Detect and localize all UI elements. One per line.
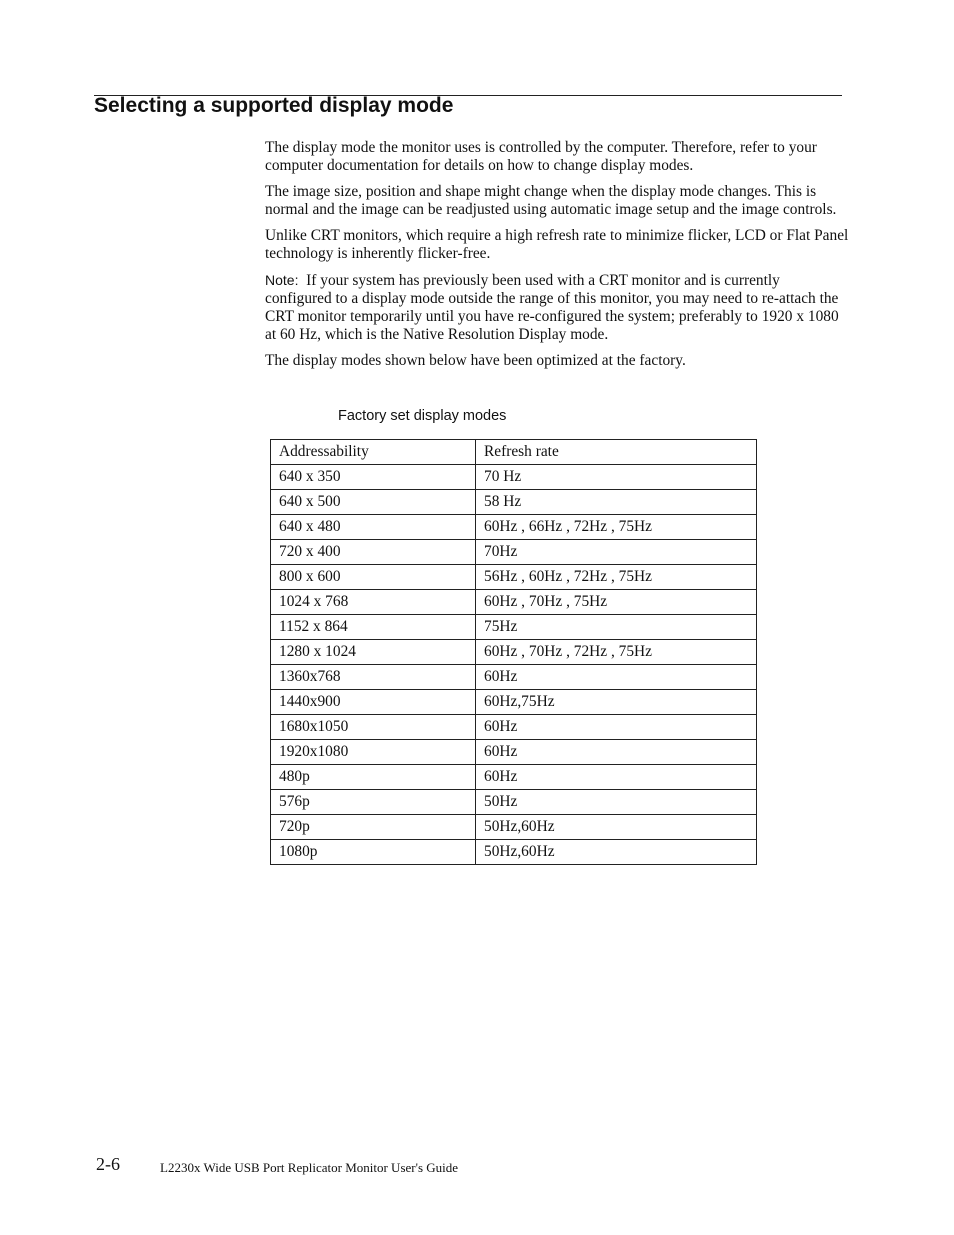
cell-refresh-rate: 50Hz,60Hz bbox=[476, 815, 757, 840]
cell-refresh-rate: 50Hz bbox=[476, 790, 757, 815]
table-row bbox=[271, 515, 757, 540]
display-modes-table bbox=[270, 439, 757, 865]
section-title: Selecting a supported display mode bbox=[94, 94, 454, 117]
cell-refresh-rate: 60Hz bbox=[476, 665, 757, 690]
cell-addressability: 1360x768 bbox=[271, 665, 476, 690]
cell-addressability: 1280 x 1024 bbox=[271, 640, 476, 665]
table-row bbox=[271, 465, 757, 490]
table-row bbox=[271, 790, 757, 815]
cell-addressability: 800 x 600 bbox=[271, 565, 476, 590]
cell-refresh-rate: 60Hz bbox=[476, 715, 757, 740]
cell-addressability: 1024 x 768 bbox=[271, 590, 476, 615]
cell-refresh-rate: 58 Hz bbox=[476, 490, 757, 515]
table-header-row bbox=[271, 440, 757, 465]
header-refresh-rate: Refresh rate bbox=[476, 440, 757, 465]
cell-addressability: 576p bbox=[271, 790, 476, 815]
cell-refresh-rate: 60Hz bbox=[476, 740, 757, 765]
table-row bbox=[271, 815, 757, 840]
table-row bbox=[271, 640, 757, 665]
cell-refresh-rate: 50Hz,60Hz bbox=[476, 840, 757, 865]
cell-addressability: 1152 x 864 bbox=[271, 615, 476, 640]
table-caption: Factory set display modes bbox=[338, 408, 507, 424]
table-row bbox=[271, 765, 757, 790]
paragraph-image-size: The image size, position and shape might change when the display mode changes. This is normal and the image can be readjusted using automatic image setup and the image controls. bbox=[265, 183, 837, 218]
cell-refresh-rate: 75Hz bbox=[476, 615, 757, 640]
note-label: Note: bbox=[265, 272, 299, 288]
cell-addressability: 480p bbox=[271, 765, 476, 790]
cell-refresh-rate: 56Hz , 60Hz , 72Hz , 75Hz bbox=[476, 565, 757, 590]
table-row bbox=[271, 490, 757, 515]
table-row bbox=[271, 715, 757, 740]
cell-addressability: 720p bbox=[271, 815, 476, 840]
header-addressability: Addressability bbox=[271, 440, 476, 465]
table-row bbox=[271, 690, 757, 715]
footer-document-title: L2230x Wide USB Port Replicator Monitor User's Guide bbox=[160, 1160, 459, 1175]
body-text bbox=[265, 139, 850, 378]
table-row bbox=[271, 740, 757, 765]
page-number: 2-6 bbox=[96, 1154, 120, 1174]
paragraph-crt: Unlike CRT monitors, which require a high refresh rate to minimize flicker, LCD or Flat Panel technology is inherently flicker-free. bbox=[265, 227, 849, 262]
cell-addressability: 720 x 400 bbox=[271, 540, 476, 565]
cell-refresh-rate: 70 Hz bbox=[476, 465, 757, 490]
note bbox=[265, 271, 850, 344]
note-text: If your system has previously been used with a CRT monitor and is currently configured to a display mode outside the range of this monitor, you may need to re-attach the CRT monitor temporarily until you have re-configured the system; preferably to 1920 x 1080 at 60 Hz, which is the Native Resolution Display mode. bbox=[265, 272, 839, 343]
paragraph-factory: The display modes shown below have been optimized at the factory. bbox=[265, 352, 686, 369]
table-row bbox=[271, 565, 757, 590]
cell-addressability: 640 x 480 bbox=[271, 515, 476, 540]
cell-refresh-rate: 70Hz bbox=[476, 540, 757, 565]
table-row bbox=[271, 665, 757, 690]
cell-refresh-rate: 60Hz,75Hz bbox=[476, 690, 757, 715]
table-row bbox=[271, 590, 757, 615]
cell-addressability: 1080p bbox=[271, 840, 476, 865]
cell-addressability: 1680x1050 bbox=[271, 715, 476, 740]
cell-refresh-rate: 60Hz , 70Hz , 75Hz bbox=[476, 590, 757, 615]
paragraph-display-mode: The display mode the monitor uses is controlled by the computer. Therefore, refer to your computer documentation for details on how to change display modes. bbox=[265, 139, 817, 174]
table-row bbox=[271, 540, 757, 565]
cell-addressability: 1920x1080 bbox=[271, 740, 476, 765]
cell-addressability: 640 x 350 bbox=[271, 465, 476, 490]
cell-refresh-rate: 60Hz , 66Hz , 72Hz , 75Hz bbox=[476, 515, 757, 540]
cell-refresh-rate: 60Hz , 70Hz , 72Hz , 75Hz bbox=[476, 640, 757, 665]
cell-addressability: 1440x900 bbox=[271, 690, 476, 715]
table-row bbox=[271, 615, 757, 640]
cell-addressability: 640 x 500 bbox=[271, 490, 476, 515]
cell-refresh-rate: 60Hz bbox=[476, 765, 757, 790]
table-row bbox=[271, 840, 757, 865]
